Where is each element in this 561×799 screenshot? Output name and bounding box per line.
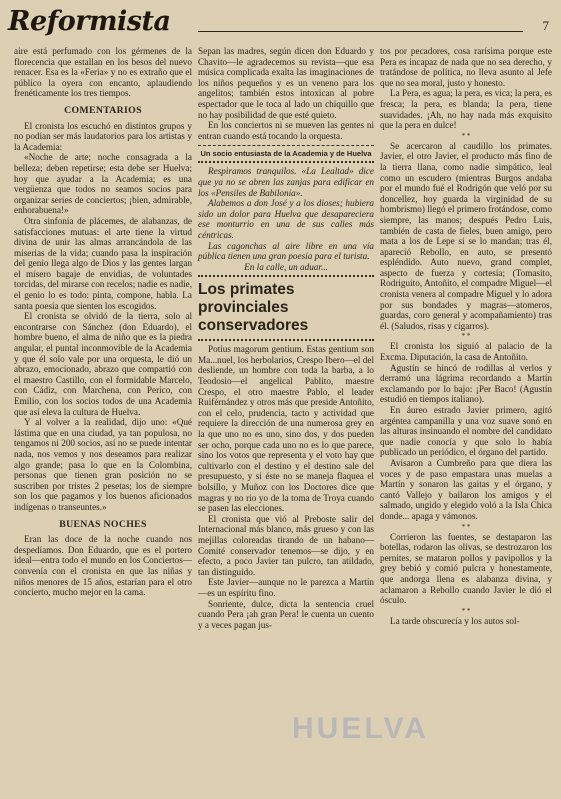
paragraph: Este Javier—aunque no le parezca a Martín—es un espíritu fino. [198, 577, 374, 598]
separator-stars: * * [461, 131, 471, 140]
italic-paragraph: En la calle, un aduar... [244, 261, 328, 272]
paragraph: Se acercaron al caudillo los primates. Javier, el otro Javier, el producto más fino de la tierra llana, como nadie simpático, leal como un escudero (mientras Burgos andaba por el mundo fué el Rodrigón que veló por su doncellez, hoy guarda la virginidad de su hombrismo) llegó el primero frotándose, como siempre, las manos; después Pedro Luis, también de casta de fieles, buen amigo, pero mata a los de Lepe si se lo mandan; tras él, apareció Rebollo, en auto, se presentó espléndido. Auto nuevo, grand complet, aspecto de fuerza y cortesía; (Tomasito, Rodriguito, Antoñito, el compadre Miguel—el cronista venera al compadre Miguel y lo adora por sus bondades y magras—atomeros, guardas, coro general y acompañamiento) tras él. (Saludos, risas y cigarros). [380, 140, 552, 331]
paragraph: El cronista los escuchó en distintos grupos y no podían ser más laudatorios para los artistas y la Academia: [14, 120, 192, 152]
column-3 [380, 46, 552, 626]
paragraph: Y al volver a la realidad, dijo uno: «Qué lástima que en una ciudad, ya tan populosa, no tengamos ni 200 socios, así no se puede intentar nada, nos vemos y nos deseamos para realizar algo grande; pasa lo que en la Colombina, personas que tienen gran posición no se suscriben por tristes 2 pesetas; los de siempre son los que pagamos y los buenos aficionados indígenas o transeuntes.» [14, 417, 192, 512]
paragraph: aire está perfumado con los gérmenes de la florecencia que estallan en los besos del nuevo renacer. Esa es la «Feria» y no es extraño que el público la oyera con encanto, aplaudiendo frenéticamente los tres tiempos. [14, 46, 192, 99]
page-number: 7 [542, 18, 549, 33]
box-signature: Un socio entusiasta de la Academia y de Huelva [198, 145, 374, 158]
section-heading: COMENTARIOS [64, 104, 142, 116]
paragraph: El cronista se olvidó de la tierra, solo al encontrarse con Sánchez (don Eduardo), el hombre bueno, el alma de niño que es la piedra angular, el puntal inconmovible de la Academia y que él solo vale por una orquesta, le dió un abrazo, emocionado, abrazo que compartió con el maestro Castillo, con el formidable Marcelo, con Cádiz, con Marchena, con Perico, con Emilio, con los socios todos de una Academia que así eleva la cultura de Huelva. [14, 311, 192, 417]
paragraph: Potius magorum gentium. Estas gentium son Ma...nuel, los herbolarios, Crespo Ibero—el del desliende, un hombre con toda la barba, a lo Teodosio—el angelical Pablito, maestre Crespo, el otro maestre Pablo, el leader Ruiférnández y otros más que preside Antoñito, con el celo, prudencia, tacto y actividad que requiere la dirección de una numerosa grey en la que uno no es uno, sino dos, y dos pueden ser ocho, porque cada uno no es lo que parece, sino los votos que representa y el voto hay que cultivarlo con el destino y el destino sale del presupuesto, y si éste no se maneja flaquea el bolsillo, y Muñoz con los Doctores dice que magras y no rio yo de la toma de Troya cuando se pasen las elecciones. [198, 344, 374, 514]
italic-paragraph: Las cagonchas al aire libre en una vía pública tienen una gran poesía para el turista. [198, 240, 374, 262]
separator-stars: * * [461, 332, 471, 341]
paragraph: En los conciertos ni se mueven las gentes ni entran cuando está tocando la orquesta. [198, 120, 374, 141]
paragraph: Corrieron las fuentes, se destaparon las botellas, rodaron las olivas, se destrozaron los pernites, se mataron pollos y pavipollos y la grey bebió y comió pulcra y honestamente, que andorga llena es alabanza divina, y aclamaron a Rebollo cuando Javier le dió el ósculo. [380, 531, 552, 606]
paragraph: Sonriente, dulce, dicta la sentencia cruel cuando Pera ¡ah gran Pera! le cuenta un cuento y a veces pagan jus- [198, 598, 374, 630]
italic-paragraph: Respiramos tranquilos. «La Lealtad» dice que ya no se abren las zanjas para edificar en los «Pensiles de Babilonia». [198, 166, 374, 198]
ornament-divider [198, 275, 374, 277]
separator-stars: * * [461, 522, 471, 531]
paragraph: La tarde obscurecía y los autos sol- [390, 615, 520, 626]
ornament-divider [198, 339, 374, 341]
masthead-logo: Reformista [8, 6, 171, 37]
column-1 [14, 46, 192, 598]
column-2 [198, 46, 374, 630]
paragraph: Avisaron a Cumbreño para que diera las voces y de paso empastara unas muelas a Martín y sonaron las gaitas y el órgano, y cantó Vallejo y bailaron los amigos y el salmado, ungido y elegido voló a la Isla Chica donde... apaga y vámonos. [380, 457, 552, 521]
separator-stars: * * [461, 606, 471, 615]
paragraph: Otra sinfonía de plácemes, de alabanzas, de satisfacciones mutuas: el arte tiene la virtud divina de unir las almas arrancándola de las miserias de la vida; cuando pasa la inspiración del genio llega algo de Dios y las gentes largan el mísero bagaje de envidias, de voluntades torcidas, del mirarse con recelos; nadie es nadie, el genio lo es todo: pinta, compone, habla. La santa poesía que sienten los escogidos. [14, 215, 192, 311]
paragraph: En áureo estrado Javier primero, agitó argéntea campanilla y una voz suave sonó en las alturas insinuando el nombre del candidato que nadie conocía y que solo lo había publicado un periódico, el órgano del partido. [380, 405, 552, 458]
article-title: Los primates provinciales conservadores [198, 281, 309, 335]
paragraph: «Noche de arte; noche consagrada a la belleza; deben repetirse; esta debe ser Huelva; hoy que ayudar a la Academia; es una vergüenza que todos no seamos socios para organizar series de conciertos; ¡bien, admirable, enhorabuena!» [14, 152, 192, 216]
paragraph: El cronista los siguió al palacio de la Excma. Diputación, la casa de Antoñito. [380, 341, 552, 363]
paragraph: Sepan las madres, según dicen don Eduardo y Chavito—le agradecemos su revista—que esa música complicada exalta las imaginaciones de los niños pequeños y es un veneno para los angelitos; también estos intoxican al pobre espectador que le toca al lado un chiquillo que no hay posibilidad de que esté quieto. [198, 46, 374, 120]
italic-paragraph: Alabemos a don José y a los dioses; hubiera sido un dolor para Huelva que desapareciera ese monturrio en una de sus calles más céntricas. [198, 198, 374, 240]
ornament-divider [198, 161, 374, 163]
masthead [8, 4, 553, 44]
paragraph: tos por pecadores, cosa rarísima porque este Pera es incapaz de nada que no sea derecho, y tratándose de política, no lleva asunto al Jefe que no sea moral, justo y honesto. [380, 46, 552, 88]
library-watermark: HUELVA [292, 712, 429, 745]
paragraph: Eran las doce de la noche cuando nos despedíamos. Don Eduardo, que es el portero ideal—entra todo el mundo en los Conciertos—convenía con el cronista en que las niñas y niños menores de 15 años, estarían para el otro concierto, mucho mejor en la cama. [14, 534, 192, 598]
paragraph: La Pera, es agua; la pera, es vica; la pera, es fresca; la pera, es blanda; la pera, tiene suavidades. ¡Ah, no hay nada más exquisito que la pera en dulce! [380, 88, 552, 131]
paragraph: El cronista que vió al Preboste salir del Internacional más blanco, más grueso y con las mejillas coloreadas tirando de un habano—Comité conservador tenemos—se dijo, y en efecto, a poco Javier tan pulcro, tan atildado, tan distinguido. [198, 513, 374, 577]
masthead-rule [198, 31, 523, 32]
section-heading: BUENAS NOCHES [59, 518, 147, 530]
paragraph: Agustín se hincó de rodillas al verlos y derramó una lágrima recordando a Martín exclamando por lo bajo: ¡Per Baco! (Agustín estudió en tiempos italiano). [380, 362, 552, 405]
